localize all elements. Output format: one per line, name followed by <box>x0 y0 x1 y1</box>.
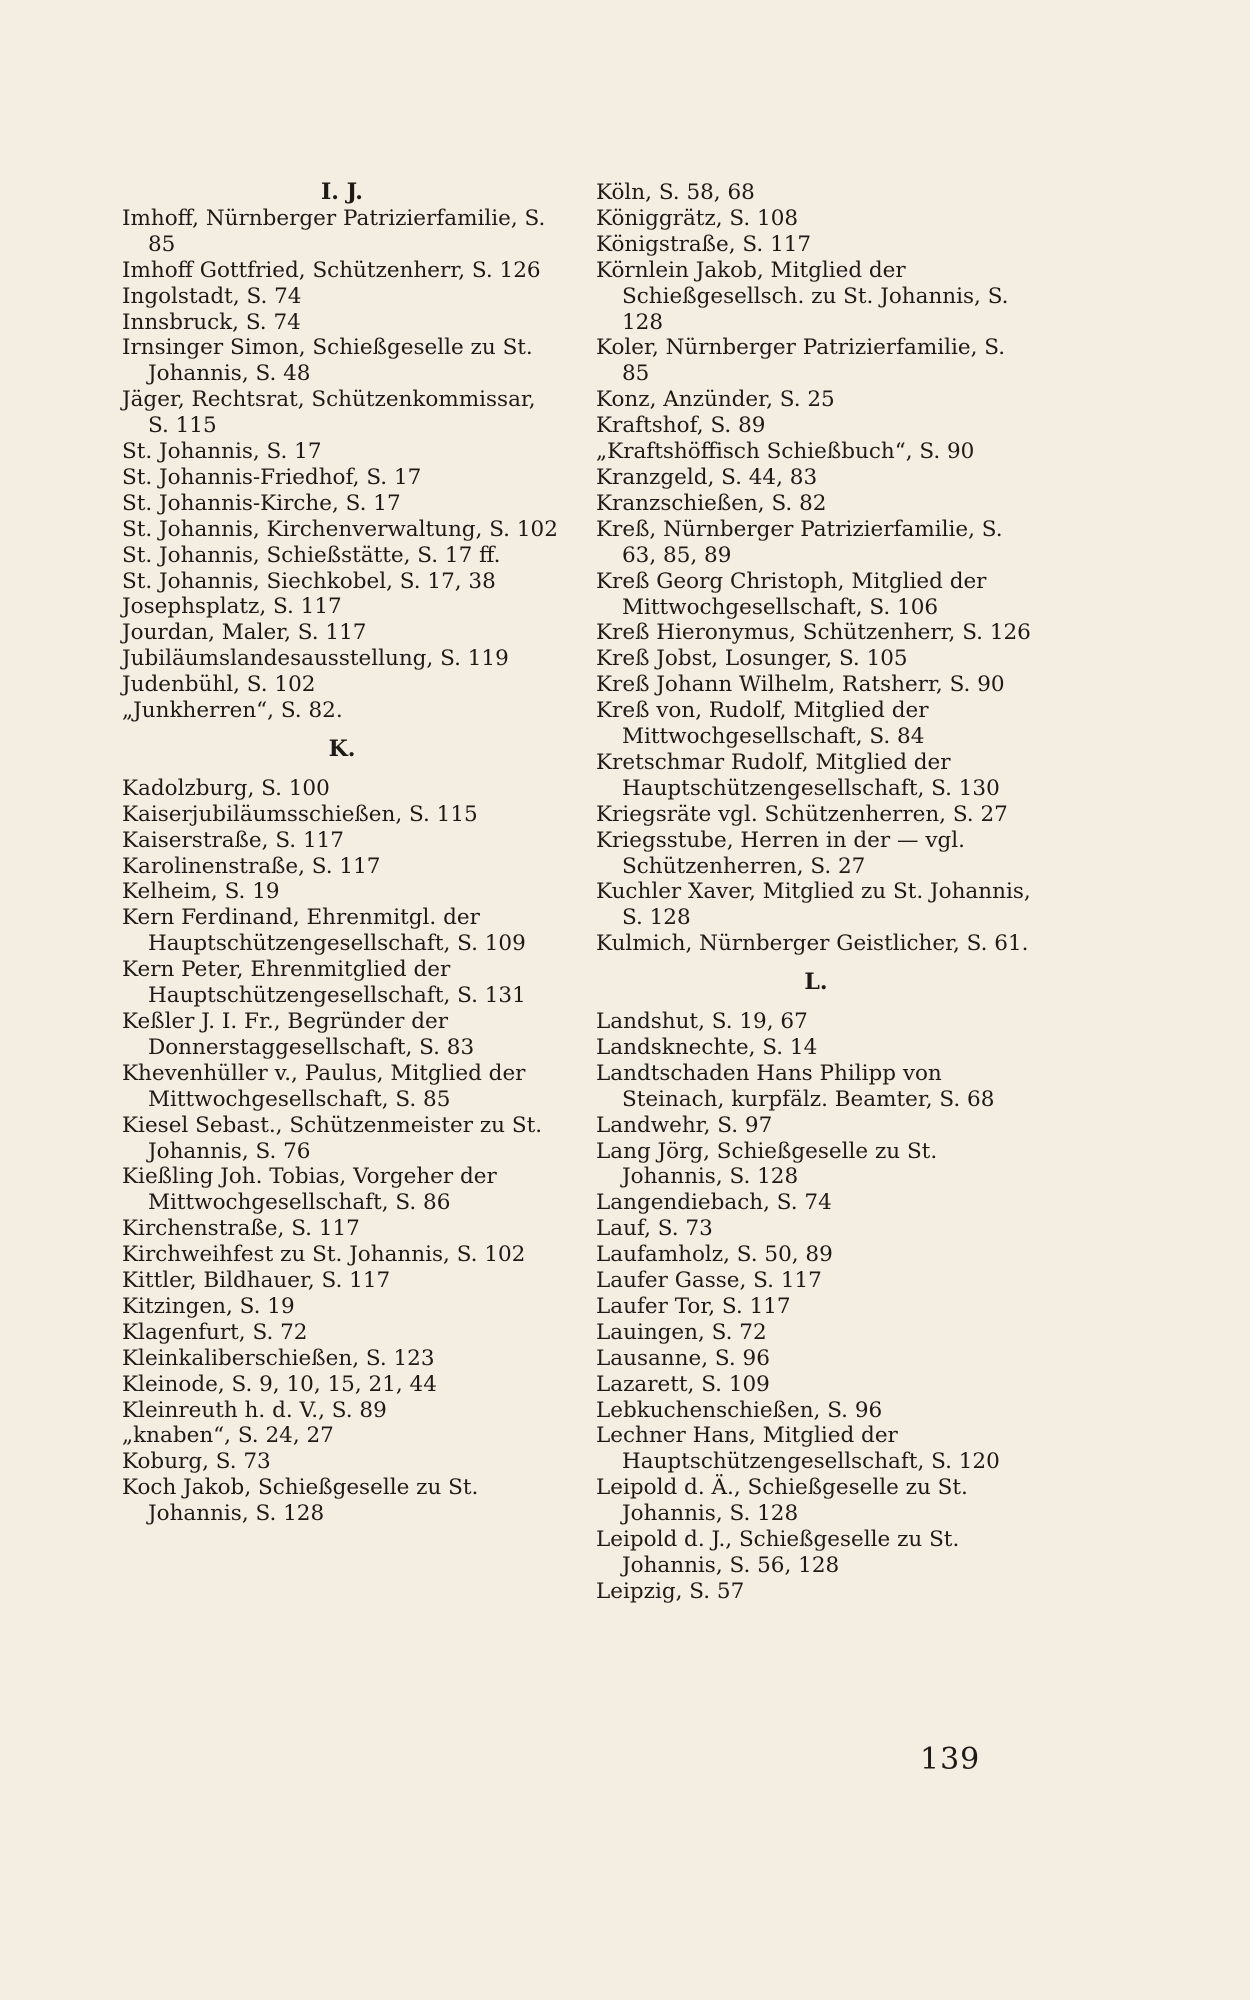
index-entry: Landshut, S. 19, 67 <box>596 1008 808 1034</box>
index-entry: Kretschmar Rudolf, Mitglied der Hauptschützengesellschaft, S. 130 <box>596 749 1000 801</box>
index-entry: Landsknechte, S. 14 <box>596 1034 818 1060</box>
index-entry: Kreß, Nürnberger Patrizierfamilie, S. 63, 85, 89 <box>596 516 1003 568</box>
index-entry: Kadolzburg, S. 100 <box>122 775 330 801</box>
index-entry: Laufamholz, S. 50, 89 <box>596 1242 833 1268</box>
entries-k-continued <box>596 180 1036 957</box>
entries-l <box>596 1009 1036 1605</box>
index-entry: Imhoff Gottfried, Schützenherr, S. 126 <box>122 257 541 283</box>
index-entry: Kreß Hieronymus, Schützenherr, S. 126 <box>596 620 1031 646</box>
index-entry: Lausanne, S. 96 <box>596 1345 770 1371</box>
index-entry: Kraftshof, S. 89 <box>596 413 766 439</box>
index-entry: Kleinkaliberschießen, S. 123 <box>122 1345 435 1371</box>
index-entry: Leipold d. J., Schießgeselle zu St. Johannis, S. 56, 128 <box>596 1527 960 1579</box>
index-entry: Laufer Tor, S. 117 <box>596 1293 791 1319</box>
index-entry: Khevenhüller v., Paulus, Mitglied der Mittwochgesellschaft, S. 85 <box>122 1060 526 1112</box>
index-entry: Kirchweihfest zu St. Johannis, S. 102 <box>122 1242 526 1268</box>
index-entry: „Junkherren“, S. 82. <box>122 698 343 724</box>
index-entry: Ingolstadt, S. 74 <box>122 283 302 309</box>
index-entry: „Kraftshöffisch Schießbuch“, S. 90 <box>596 439 975 465</box>
section-heading-l: L. <box>804 969 828 996</box>
left-column <box>122 180 562 1527</box>
index-entry: Körnlein Jakob, Mitglied der Schießgesellsch. zu St. Johannis, S. 128 <box>596 257 1009 335</box>
index-entry: Jubiläumslandesausstellung, S. 119 <box>122 646 509 672</box>
index-entry: St. Johannis, S. 17 <box>122 439 322 465</box>
index-entry: Kaiserstraße, S. 117 <box>122 827 344 853</box>
index-entry: Kreß Jobst, Losunger, S. 105 <box>596 646 908 672</box>
index-entry: Lang Jörg, Schießgeselle zu St. Johannis, S. 128 <box>596 1138 938 1190</box>
index-entry: Königgrätz, S. 108 <box>596 205 799 231</box>
index-entry: St. Johannis-Kirche, S. 17 <box>122 490 401 516</box>
index-entry: Kaiserjubiläumsschießen, S. 115 <box>122 801 478 827</box>
index-entry: Leipzig, S. 57 <box>596 1578 745 1604</box>
index-entry: Lauf, S. 73 <box>596 1216 713 1242</box>
index-entry: Kriegsstube, Herren in der — vgl. Schützenherren, S. 27 <box>596 827 965 879</box>
index-entry: Kern Peter, Ehrenmitglied der Hauptschützengesellschaft, S. 131 <box>122 957 526 1009</box>
index-entry: Koburg, S. 73 <box>122 1449 271 1475</box>
index-entry: Leipold d. Ä., Schießgeselle zu St. Johannis, S. 128 <box>596 1475 968 1527</box>
index-entry: Kleinreuth h. d. V., S. 89 <box>122 1397 387 1423</box>
section-heading-k: K. <box>328 736 356 763</box>
index-entry: Landwehr, S. 97 <box>596 1112 773 1138</box>
index-entry: Kreß von, Rudolf, Mitglied der Mittwochgesellschaft, S. 84 <box>596 698 929 750</box>
index-entry: Jourdan, Maler, S. 117 <box>122 620 367 646</box>
index-entry: Köln, S. 58, 68 <box>596 180 755 205</box>
index-entry: Kreß Georg Christoph, Mitglied der Mittwochgesellschaft, S. 106 <box>596 568 987 620</box>
index-entry: Kiesel Sebast., Schützenmeister zu St. Johannis, S. 76 <box>122 1112 543 1164</box>
index-entry: Lazarett, S. 109 <box>596 1371 770 1397</box>
index-entry: Kranzgeld, S. 44, 83 <box>596 464 818 490</box>
index-entry: Kranzschießen, S. 82 <box>596 490 827 516</box>
index-entry: Laufer Gasse, S. 117 <box>596 1268 822 1294</box>
entries-k <box>122 776 562 1527</box>
index-entry: Konz, Anzünder, S. 25 <box>596 387 835 413</box>
index-entry: Josephsplatz, S. 117 <box>122 594 342 620</box>
index-entry: Kuchler Xaver, Mitglied zu St. Johannis, S. 128 <box>596 879 1031 931</box>
index-entry: Kern Ferdinand, Ehrenmitgl. der Hauptschützengesellschaft, S. 109 <box>122 905 526 957</box>
index-entry: Karolinenstraße, S. 117 <box>122 853 381 879</box>
index-entry: Innsbruck, S. 74 <box>122 309 301 335</box>
index-entry: Keßler J. I. Fr., Begründer der Donnerstaggesellschaft, S. 83 <box>122 1008 475 1060</box>
index-entry: Kreß Johann Wilhelm, Ratsherr, S. 90 <box>596 672 1005 698</box>
index-entry: Langendiebach, S. 74 <box>596 1190 832 1216</box>
index-entry: Jäger, Rechtsrat, Schützenkommissar, S. 115 <box>122 387 536 439</box>
index-entry: Kittler, Bildhauer, S. 117 <box>122 1268 391 1294</box>
index-entry: Lechner Hans, Mitglied der Hauptschützengesellschaft, S. 120 <box>596 1423 1000 1475</box>
index-entry: St. Johannis, Siechkobel, S. 17, 38 <box>122 568 496 594</box>
index-entry: Lebkuchenschießen, S. 96 <box>596 1397 883 1423</box>
index-entry: St. Johannis, Kirchenverwaltung, S. 102 <box>122 516 558 542</box>
index-entry: Kulmich, Nürnberger Geistlicher, S. 61. <box>596 931 1029 957</box>
index-entry: Imhoff, Nürnberger Patrizierfamilie, S. 85 <box>122 205 546 257</box>
index-entry: Koch Jakob, Schießgeselle zu St. Johannis, S. 128 <box>122 1475 479 1527</box>
index-entry: Irnsinger Simon, Schießgeselle zu St. Johannis, S. 48 <box>122 335 533 387</box>
index-entry: St. Johannis, Schießstätte, S. 17 ff. <box>122 542 501 568</box>
index-entry: Klagenfurt, S. 72 <box>122 1319 308 1345</box>
index-entry: Landtschaden Hans Philipp von Steinach, kurpfälz. Beamter, S. 68 <box>596 1060 995 1112</box>
entries-ij <box>122 206 562 724</box>
index-entry: Kleinode, S. 9, 10, 15, 21, 44 <box>122 1371 437 1397</box>
index-entry: „knaben“, S. 24, 27 <box>122 1423 334 1449</box>
index-entry: Lauingen, S. 72 <box>596 1319 767 1345</box>
page-number: 139 <box>920 1742 981 1777</box>
index-entry: Kießling Joh. Tobias, Vorgeher der Mittwochgesellschaft, S. 86 <box>122 1164 497 1216</box>
index-entry: St. Johannis-Friedhof, S. 17 <box>122 464 422 490</box>
section-heading-ij: I. J. <box>321 179 363 205</box>
index-entry: Königstraße, S. 117 <box>596 231 812 257</box>
index-entry: Kirchenstraße, S. 117 <box>122 1216 360 1242</box>
index-entry: Kitzingen, S. 19 <box>122 1293 295 1319</box>
index-entry: Judenbühl, S. 102 <box>122 672 316 698</box>
index-entry: Kelheim, S. 19 <box>122 879 280 905</box>
index-entry: Koler, Nürnberger Patrizierfamilie, S. 85 <box>596 335 1006 387</box>
index-entry: Kriegsräte vgl. Schützenherren, S. 27 <box>596 801 1008 827</box>
right-column <box>596 180 1036 1605</box>
